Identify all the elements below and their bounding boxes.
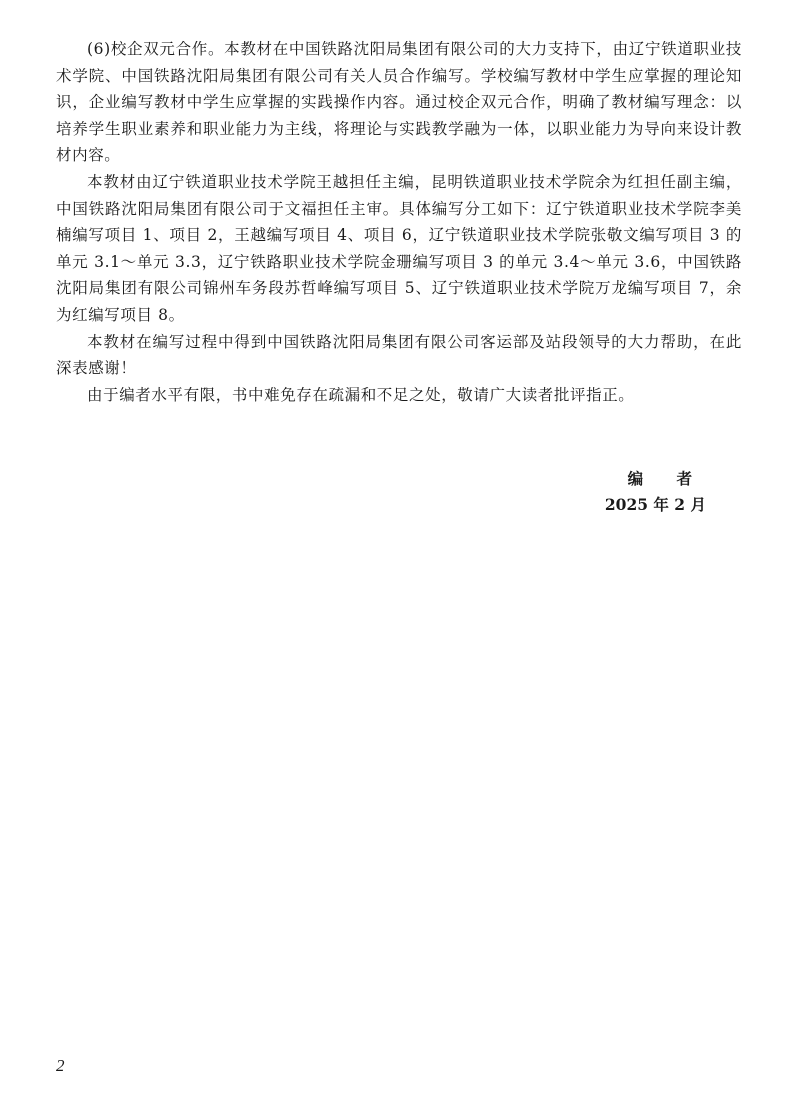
paragraph-acknowledgement: 本教材在编写过程中得到中国铁路沈阳局集团有限公司客运部及站段领导的大力帮助，在此深表感谢！ (56, 332, 742, 378)
paragraph-disclaimer: 由于编者水平有限，书中难免存在疏漏和不足之处，敬请广大读者批评指正。 (87, 385, 635, 404)
signature-block (605, 466, 706, 518)
signature-date: 2025 年 2 月 (604, 495, 706, 514)
signature-author: 编 者 (627, 469, 706, 488)
page-number: 2 (56, 1056, 65, 1075)
preface-body (56, 36, 742, 408)
paragraph-editorial-division: 本教材由辽宁铁道职业技术学院王越担任主编，昆明铁道职业技术学院余为红担任副主编，中国铁路沈阳局集团有限公司于文福担任主审。具体编写分工如下：辽宁铁道职业技术学院李美楠编写项目 1、项目 2，王越编写项目 4、项目 6，辽宁铁道职业技术学院张敬文编写项目 3 的单元 3.1～单元 3.3，辽宁铁路职业技术学院金珊编写项目 3 的单元 3.4～单元 3.6，中国铁路沈阳局集团有限公司锦州车务段苏哲峰编写项目 5、辽宁铁道职业技术学院万龙编写项目 7，余为红编写项目 8。 (56, 172, 742, 324)
paragraph-school-enterprise-cooperation: (6)校企双元合作。本教材在中国铁路沈阳局集团有限公司的大力支持下，由辽宁铁道职业技术学院、中国铁路沈阳局集团有限公司有关人员合作编写。学校编写教材中学生应掌握的理论知识，企业编写教材中学生应掌握的实践操作内容。通过校企双元合作，明确了教材编写理念：以培养学生职业素养和职业能力为主线，将理论与实践教学融为一体，以职业能力为导向来设计教材内容。 (56, 40, 742, 165)
